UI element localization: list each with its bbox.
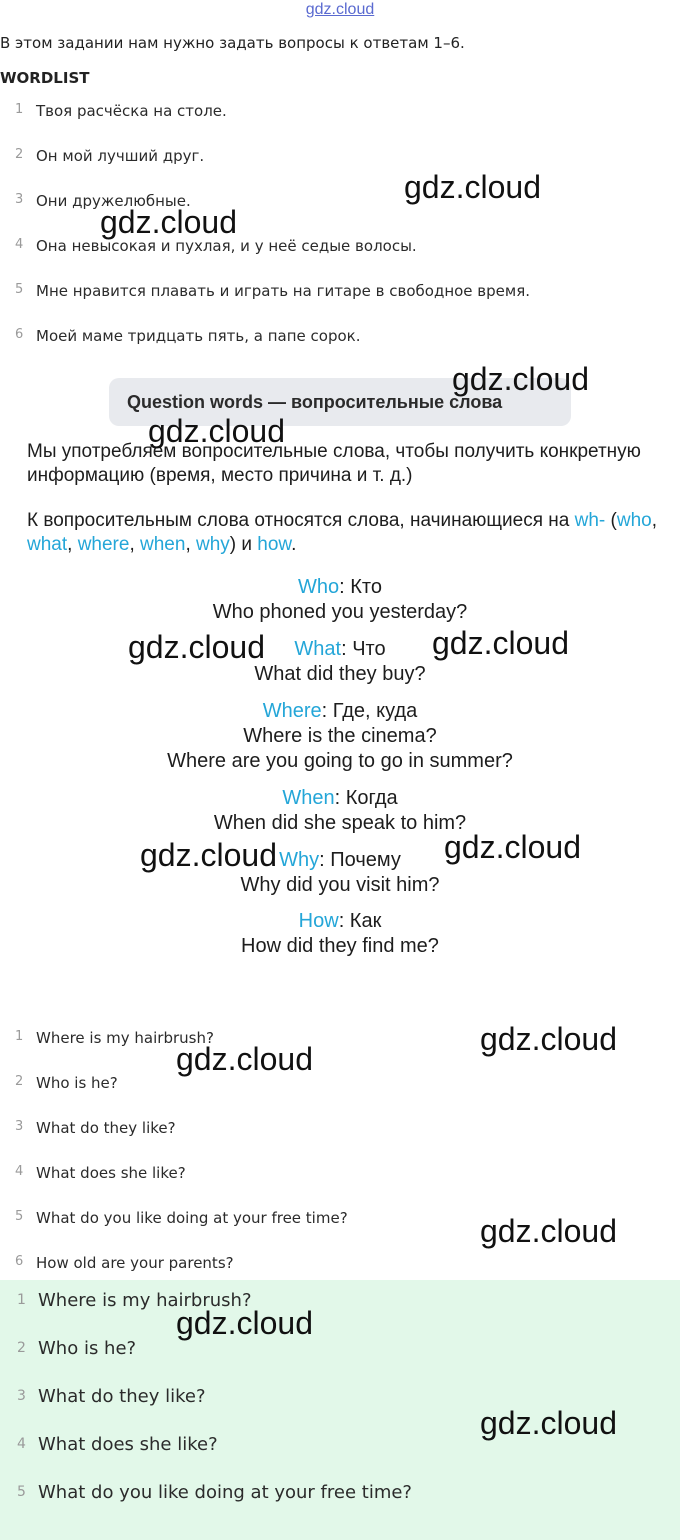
qword-how xyxy=(0,909,680,959)
item-number: 5 xyxy=(17,1484,26,1500)
qword-translation: : Когда xyxy=(334,787,398,809)
wh-words-paragraph: К вопросительным слова относятся слова, начинающиеся на wh- (who, what, where, when, why) и how. xyxy=(27,510,658,555)
qword-example: Who phoned you yesterday? xyxy=(212,601,468,623)
item-text: What does she like? xyxy=(38,1434,218,1455)
item-text: Моей маме тридцать пять, а папе сорок. xyxy=(36,327,361,345)
word-when: when xyxy=(140,534,186,555)
item-number: 1 xyxy=(15,102,24,117)
qword-who xyxy=(0,575,680,625)
word-how: how xyxy=(257,534,292,555)
qword-heading xyxy=(0,786,680,811)
item-text: Они дружелюбные. xyxy=(36,192,191,210)
item-number: 6 xyxy=(15,1254,24,1269)
item-text: What do you like doing at your free time? xyxy=(38,1482,412,1503)
para-text: К вопросительным слова относятся слова, начинающиеся на xyxy=(27,510,575,531)
item-text: What do you like doing at your free time? xyxy=(36,1209,348,1227)
item-text: What do they like? xyxy=(36,1119,176,1137)
watermark: gdz.cloud xyxy=(480,1213,617,1249)
item-text: Who is he? xyxy=(38,1338,137,1359)
item-text: How old are your parents? xyxy=(36,1254,234,1272)
item-text: Мне нравится плавать и играть на гитаре в свободное время. xyxy=(36,282,530,300)
item-number: 1 xyxy=(17,1292,26,1308)
watermark: gdz.cloud xyxy=(176,1305,313,1341)
qword-heading xyxy=(0,575,680,600)
qword: Why xyxy=(279,849,320,871)
word-where: where xyxy=(77,534,130,555)
watermark: gdz.cloud xyxy=(444,829,581,865)
qword: How xyxy=(298,910,339,932)
qword: What xyxy=(294,638,342,660)
qword-translation: : Как xyxy=(338,910,382,932)
qword-example: Where is the cinema? xyxy=(243,725,437,747)
section-title: Question words — вопросительные слова xyxy=(109,378,571,426)
qword-example: Where are you going to go in summer? xyxy=(167,750,513,772)
item-number: 2 xyxy=(15,147,24,162)
qword: Where xyxy=(262,700,322,722)
qword-translation: : Что xyxy=(341,638,386,660)
watermark: gdz.cloud xyxy=(432,625,569,661)
qword-translation: : Кто xyxy=(339,576,382,598)
explanation-paragraph: Мы употребляем вопросительные слова, чтобы получить конкретную информацию (время, место причина и т. д.) xyxy=(27,441,641,486)
item-text: What does she like? xyxy=(36,1164,186,1182)
para-text: ( xyxy=(605,510,617,531)
item-text: Who is he? xyxy=(36,1074,118,1092)
wordlist-title: WORDLIST xyxy=(0,69,90,87)
item-text: What do they like? xyxy=(38,1386,206,1407)
qword-example: What did they buy? xyxy=(254,663,426,685)
watermark: gdz.cloud xyxy=(128,629,265,665)
qword-translation: : Почему xyxy=(319,849,401,871)
item-number: 3 xyxy=(15,1119,24,1134)
para-text: . xyxy=(291,534,297,555)
item-text: Where is my hairbrush? xyxy=(38,1290,252,1311)
watermark: gdz.cloud xyxy=(148,413,285,449)
item-number: 4 xyxy=(15,237,24,252)
item-number: 6 xyxy=(15,327,24,342)
watermark: gdz.cloud xyxy=(404,169,541,205)
watermark: gdz.cloud xyxy=(480,1021,617,1057)
qword-what xyxy=(0,637,680,687)
word-who: who xyxy=(616,510,652,531)
qword: When xyxy=(282,787,335,809)
qword-example: How did they find me? xyxy=(241,935,439,957)
item-number: 3 xyxy=(17,1388,26,1404)
qword-example: When did she speak to him? xyxy=(213,812,467,834)
word-what: what xyxy=(27,534,68,555)
item-number: 2 xyxy=(15,1074,24,1089)
watermark: gdz.cloud xyxy=(100,204,237,240)
item-number: 1 xyxy=(15,1029,24,1044)
item-number: 5 xyxy=(15,1209,24,1224)
qword-heading xyxy=(0,699,680,724)
item-number: 5 xyxy=(15,282,24,297)
qword-heading xyxy=(0,909,680,934)
para-text: ) и xyxy=(229,534,258,555)
watermark: gdz.cloud xyxy=(480,1405,617,1441)
qword-example: Why did you visit him? xyxy=(240,874,440,896)
item-text: Твоя расчёска на столе. xyxy=(36,102,227,120)
word-why: why xyxy=(196,534,230,555)
watermark: gdz.cloud xyxy=(140,837,277,873)
intro-text: В этом задании нам нужно задать вопросы к ответам 1–6. xyxy=(0,34,465,52)
item-number: 2 xyxy=(17,1340,26,1356)
qword-translation: : Где, куда xyxy=(321,700,418,722)
watermark: gdz.cloud xyxy=(176,1041,313,1077)
item-number: 4 xyxy=(15,1164,24,1179)
watermark: gdz.cloud xyxy=(452,361,589,397)
qword-heading xyxy=(0,637,680,662)
item-text: Она невысокая и пухлая, и у неё седые волосы. xyxy=(36,237,417,255)
item-number: 3 xyxy=(15,192,24,207)
item-text: Where is my hairbrush? xyxy=(36,1029,214,1047)
wh-prefix: wh- xyxy=(574,510,606,531)
qword: Who xyxy=(298,576,340,598)
qword-where xyxy=(0,699,680,774)
item-text: Он мой лучший друг. xyxy=(36,147,205,165)
item-number: 4 xyxy=(17,1436,26,1452)
site-link[interactable]: gdz.cloud xyxy=(305,1,375,18)
